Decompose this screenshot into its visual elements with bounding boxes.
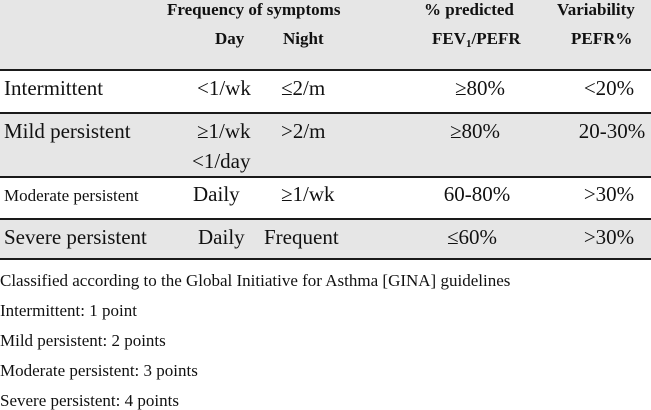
row-severe-night: Frequent [264,225,339,249]
header-fev1-pefr [432,29,521,50]
row-label-moderate-persistent: Moderate persistent [4,186,139,205]
header-rule [0,69,651,71]
header-frequency-of-symptoms: Frequency of symptoms [167,0,341,19]
row-mild-night: >2/m [281,119,326,143]
row-mild-day-line2: <1/day [192,149,251,173]
row-intermittent-fev1: ≥80% [454,76,506,100]
footnote-moderate-points: Moderate persistent: 3 points [0,361,198,380]
row-moderate-fev1: 60-80% [443,182,511,206]
row-label-severe-persistent: Severe persistent [4,225,147,249]
footnote-severe-points: Severe persistent: 4 points [0,391,179,410]
header-night: Night [283,29,324,48]
header-day: Day [215,29,245,48]
row-intermittent-variability: <20% [583,76,635,100]
header-pefr-text: /PEFR [471,29,521,48]
table-bottom-rule [0,258,651,260]
header-fev-text: FEV [432,29,466,48]
row-moderate-variability: >30% [583,182,635,206]
row-label-mild-persistent: Mild persistent [4,119,131,143]
row-intermittent-day: <1/wk [197,76,251,100]
row-moderate-day: Daily [193,182,240,206]
footnote-intermittent-points: Intermittent: 1 point [0,301,137,320]
row-mild-fev1: ≥80% [449,119,501,143]
row-label-intermittent: Intermittent [4,76,104,100]
row-rule-2 [0,176,651,178]
row-moderate-night: ≥1/wk [281,182,335,206]
header-variability: Variability [557,0,635,19]
header-percent-predicted: % predicted [424,0,514,19]
footnote-mild-points: Mild persistent: 2 points [0,331,166,350]
row-severe-fev1: ≤60% [446,225,498,249]
row-rule-1 [0,112,651,114]
row-rule-3 [0,218,651,220]
row-mild-variability: 20-30% [578,119,646,143]
row-intermittent-night: ≤2/m [281,76,326,100]
header-pefr-percent: PEFR% [571,29,633,48]
footnote-gina-classification: Classified according to the Global Initiative for Asthma [GINA] guidelines [0,271,511,290]
row-mild-day: ≥1/wk [197,119,251,143]
header-fev-subscript: 1 [466,38,472,50]
row-severe-day: Daily [198,225,245,249]
row-severe-variability: >30% [583,225,635,249]
